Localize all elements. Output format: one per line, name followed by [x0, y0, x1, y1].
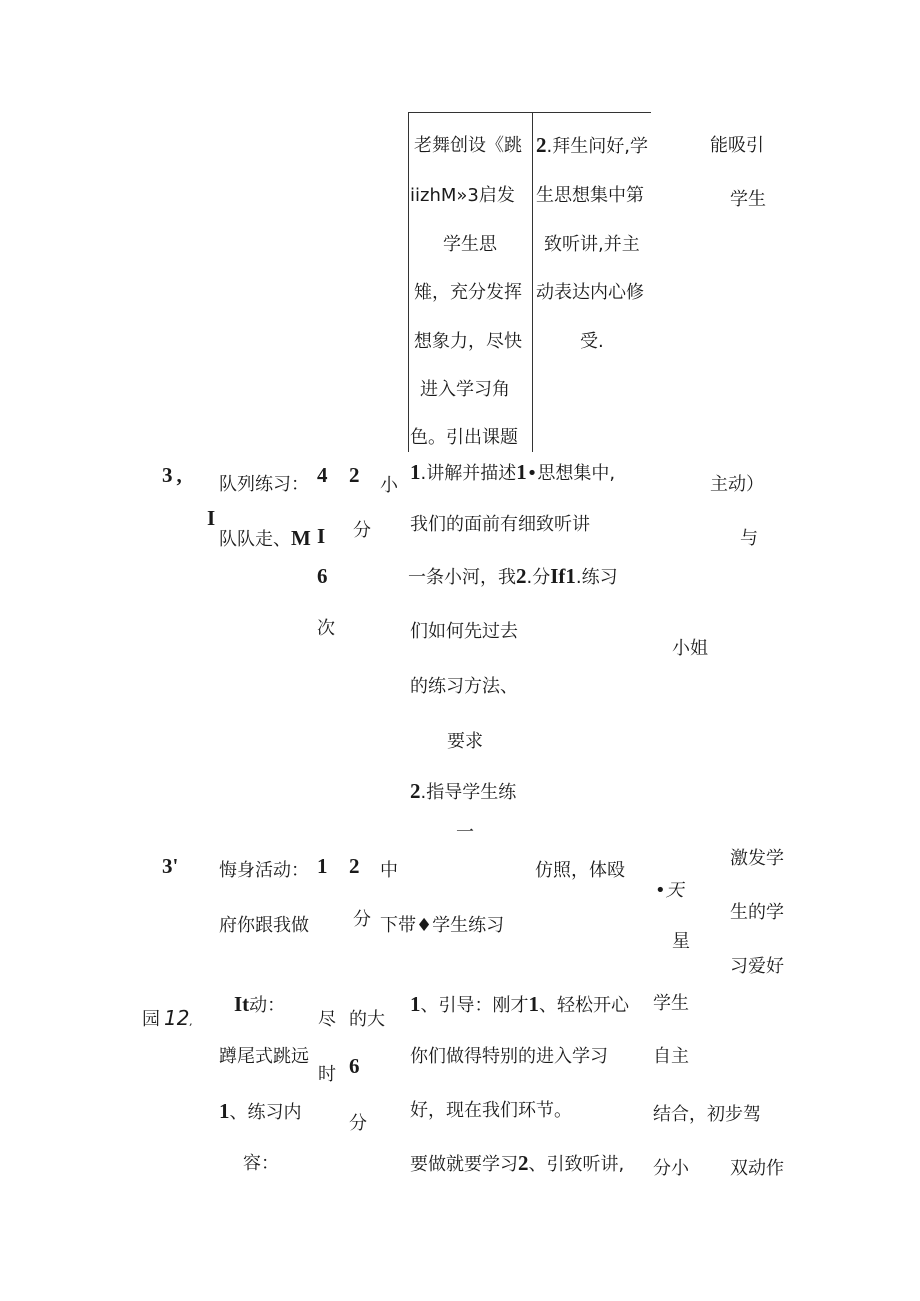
count-value: 1 — [317, 854, 328, 878]
intensity-label: 的大 — [349, 1009, 385, 1030]
text-line: 生思想集中第 — [536, 185, 644, 206]
text-line: 2.指导学生练 — [410, 779, 517, 803]
text-line: 一 — [456, 822, 474, 843]
text-line: 1、引导：刚才1、轻松开心 — [410, 992, 629, 1016]
table-left-rule — [408, 112, 409, 452]
step-number: 3' — [162, 854, 179, 878]
text-line: 进入学习角 — [420, 379, 510, 400]
text-line: 仿照，体殴 — [535, 860, 625, 881]
count-label: 尽 — [318, 1009, 336, 1030]
count-value: 6 — [317, 564, 328, 588]
duration-value: 2 — [349, 854, 360, 878]
intent-text: 能吸引 — [710, 135, 764, 156]
item-name: It动： — [234, 992, 286, 1016]
sub-item: 容： — [243, 1153, 279, 1174]
intent-text: 激发学 — [730, 848, 784, 869]
duration-value: 2 — [349, 463, 360, 487]
intent-text: 双动作 — [730, 1158, 784, 1179]
intent-text: 习爱好 — [730, 956, 784, 977]
side-char: 星 — [672, 931, 690, 952]
text-line: iizhM»3启发 — [410, 185, 515, 206]
text-line: 1.讲解并描述1•思想集中, — [410, 460, 616, 484]
count-value: 4 — [317, 463, 328, 487]
step-number: 园 12, — [142, 1006, 193, 1030]
text-line: 学生思 — [443, 234, 497, 255]
item-name: 悔身活动： — [219, 860, 309, 881]
count-value: I — [317, 524, 326, 548]
table-top-rule — [408, 112, 651, 113]
text-line: 要做就要学习2、引致听讲, — [410, 1151, 625, 1175]
text-line: 的练习方法、 — [410, 676, 518, 697]
text-line: 色。引出课题 — [410, 427, 518, 448]
text-line: 你们做得特别的进入学习 — [410, 1046, 608, 1067]
item-name: 府你跟我做 — [219, 915, 309, 936]
text-line: 受. — [580, 331, 604, 352]
text-line — [536, 135, 648, 156]
intent-text: 主动） — [710, 474, 764, 495]
text-line: 好，现在我们环节。 — [410, 1100, 572, 1121]
text-line: 致听讲,并主 — [544, 234, 640, 255]
text-line: 我们的面前有细致听讲 — [410, 514, 590, 535]
side-text: 结合，初步驾 — [653, 1104, 761, 1125]
number: 2 — [536, 133, 547, 157]
text-line: 老舞创设《跳 — [414, 135, 522, 156]
text-line: 想象力，尽快 — [414, 331, 522, 352]
count-label: 时 — [318, 1064, 336, 1085]
text-line: 一条小河，我2.分If1.练习 — [408, 564, 618, 588]
intent-text: 学生 — [730, 189, 766, 210]
step-number: 3 , — [162, 463, 182, 487]
side-text: 分小 — [653, 1158, 689, 1179]
intensity-label: 小 — [380, 475, 398, 496]
intent-text: 与 — [740, 528, 758, 549]
text: .拜生问好,学 — [546, 136, 648, 157]
intensity-label: 中 — [380, 860, 398, 881]
sub-item: 1、练习内 — [219, 1099, 302, 1123]
duration-unit: 分 — [353, 520, 371, 541]
intent-text: 生的学 — [730, 902, 784, 923]
item-name: 队队走、M — [219, 526, 311, 550]
side-text: 学生 — [653, 993, 689, 1014]
text-line: 们如何先过去 — [410, 621, 518, 642]
item-name: 队列练习： — [219, 474, 309, 495]
side-text: 自主 — [653, 1046, 689, 1067]
side-mark: •天 — [655, 880, 684, 901]
text-line: 雉，充分发挥 — [414, 282, 522, 303]
duration-value: 6 — [349, 1054, 360, 1078]
intent-text: 小姐 — [672, 638, 708, 659]
item-name: 蹲尾式跳远 — [219, 1046, 309, 1067]
count-unit: 次 — [317, 618, 335, 639]
text-line: 下带♦学生练习 — [380, 915, 505, 936]
roman-mark: I — [207, 506, 216, 530]
text-line: 要求 — [447, 731, 483, 752]
duration-unit: 分 — [349, 1113, 367, 1134]
text-line: 动表达内心修 — [536, 282, 644, 303]
table-mid-rule — [532, 112, 533, 452]
duration-unit: 分 — [353, 909, 371, 930]
